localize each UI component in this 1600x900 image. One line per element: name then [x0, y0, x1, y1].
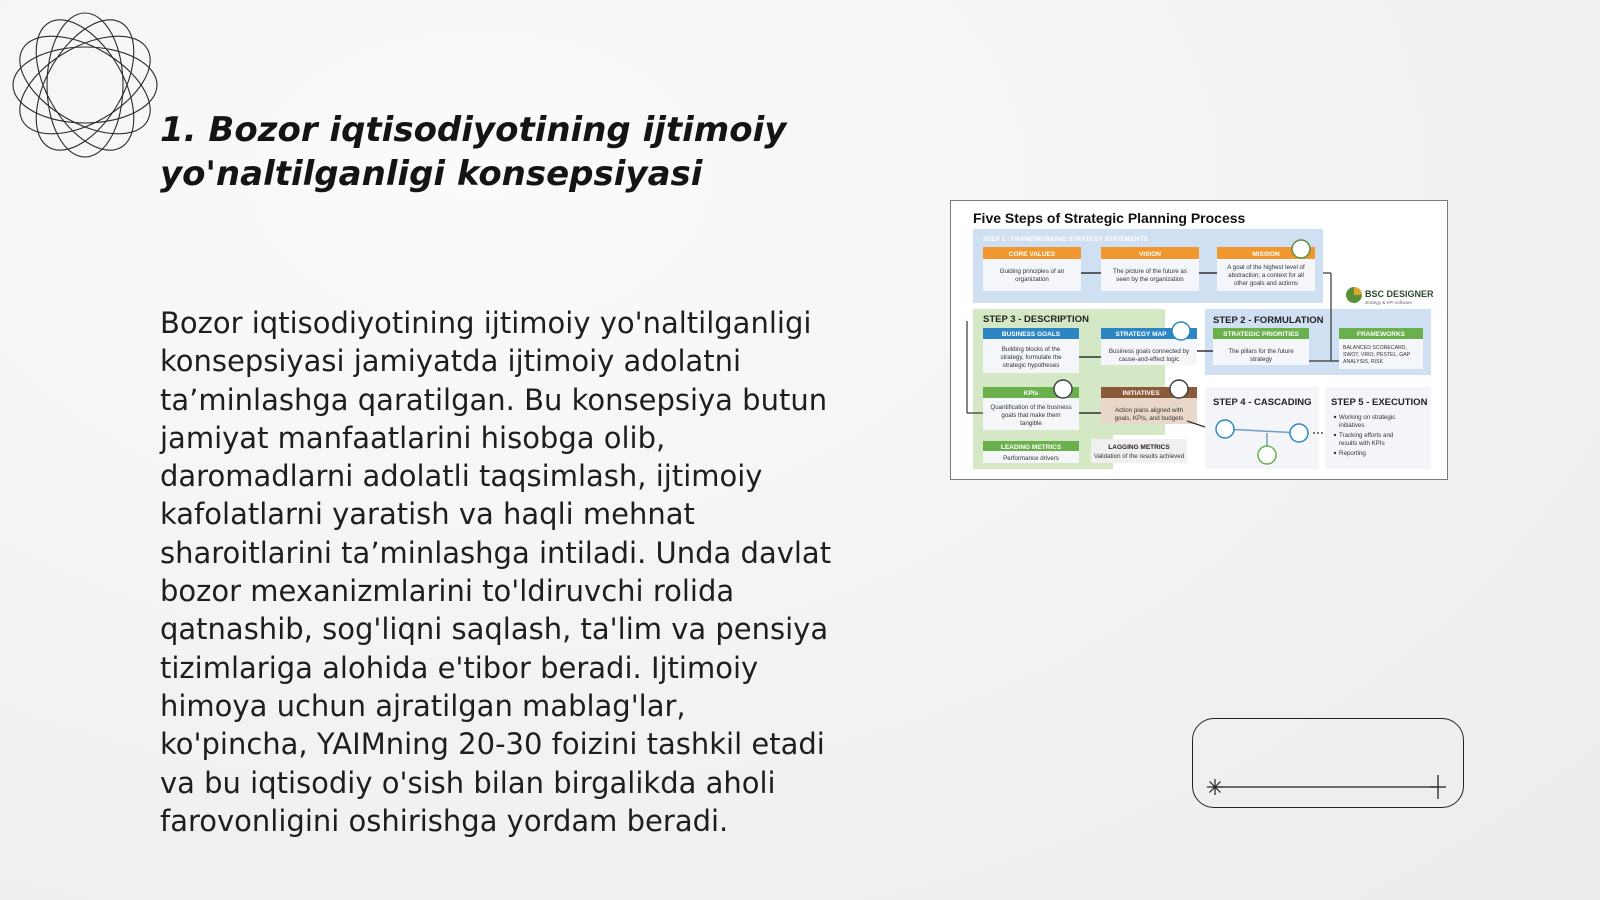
box-text: strategic hypotheses — [1002, 362, 1060, 369]
box-label: LAGGING METRICS — [1108, 444, 1170, 451]
box-text: cause-and-effect logic — [1118, 356, 1180, 363]
box-text: seen by the organization — [1116, 276, 1184, 283]
box-text: ANALYSIS, RISK — [1343, 359, 1383, 365]
step3-box-leading-metrics — [983, 441, 1079, 463]
svg-text:strategy & KPI software: strategy & KPI software — [1365, 300, 1413, 305]
box-text: Guiding principles of an — [999, 268, 1065, 275]
box-label: LEADING METRICS — [1000, 444, 1062, 451]
step3-box-lagging-metrics — [1091, 439, 1187, 463]
box-text: SWOT, VRIO, PESTEL, GAP — [1343, 352, 1411, 358]
strategic-planning-infographic — [950, 200, 1448, 480]
box-text: abstraction; a context for all — [1228, 272, 1304, 279]
box-text: organization — [1015, 276, 1049, 283]
list-item: results with KPIs — [1339, 440, 1385, 447]
step3-box-business-goals — [983, 328, 1079, 373]
box-label: STRATEGIC PRIORITIES — [1223, 331, 1299, 338]
step3-heading: STEP 3 - DESCRIPTION — [983, 314, 1089, 325]
wireframe-sphere-icon — [10, 10, 160, 160]
sparkle-line-icon — [1193, 719, 1465, 809]
list-item: initiatives — [1339, 422, 1365, 429]
step2-box-strategic-priorities — [1213, 328, 1309, 365]
step1-box-core-values — [983, 247, 1081, 291]
decorative-pill-frame — [1192, 718, 1464, 808]
box-text: A goal of the highest level of — [1227, 264, 1305, 271]
box-text: strategy, formulate the — [1000, 354, 1062, 361]
step2-box-frameworks — [1339, 328, 1423, 369]
box-text: Building blocks of the — [1001, 346, 1061, 353]
strategy-map-icon — [1172, 322, 1190, 340]
box-label: INITIATIVES — [1122, 390, 1160, 397]
box-label: KPIs — [1023, 390, 1039, 397]
logo-text: BSC DESIGNER — [1365, 289, 1434, 299]
step4-heading: STEP 4 - CASCADING — [1213, 397, 1312, 408]
clipboard-icon — [1170, 380, 1188, 398]
step2-heading: STEP 2 - FORMULATION — [1213, 315, 1324, 326]
box-label: BUSINESS GOALS — [1001, 331, 1061, 338]
box-text: goals, KPIs, and budgets — [1114, 415, 1184, 422]
slide-title: 1. Bozor iqtisodiyotining ijtimoiy yo'naltilganligi konsepsiyasi — [160, 110, 787, 194]
list-item: Working on strategic — [1339, 414, 1396, 421]
box-text: Business goals connected by — [1108, 348, 1190, 355]
box-text: Quantification of the business — [990, 404, 1072, 411]
box-text: goals that make them — [1001, 412, 1061, 419]
box-text: strategy — [1249, 356, 1273, 363]
step1-box-vision — [1101, 247, 1199, 291]
box-text: Performance drivers — [1003, 455, 1059, 462]
box-label: FRAMEWORKS — [1356, 331, 1406, 338]
box-text: Action plans aligned with — [1114, 407, 1184, 414]
step1-heading: STEP 1 - FRAMEWORKING STRATEGY STATEMENTS — [983, 236, 1148, 243]
box-text: The pillars for the future — [1228, 348, 1294, 355]
box-label: STRATEGY MAP — [1115, 331, 1167, 338]
gauge-icon — [1054, 380, 1072, 398]
list-item: Reporting — [1339, 450, 1366, 457]
box-text: tangible — [1020, 420, 1042, 427]
bsc-designer-logo — [1346, 287, 1434, 305]
slide-body-text: Bozor iqtisodiyotining ijtimoiy yo'naltilganligi konsepsiyasi jamiyatda ijtimoiy adolatni ta’minlashga qaratilgan. Bu konsepsiya butun jamiyat manfaatlarini hisobga olib, daromadlarni adolatli taqsimlash, ijtimoiy kafolatlarni yaratish va haqli mehnat sharoitlarini ta’minlashga intiladi. Unda davlat bozor mexanizmlarini to'ldiruvchi rolida qatnashib, sog'liqni saqlash, ta'lim va pensiya tizimlariga alohida e'tibor beradi. Ijtimoiy himoya uchun ajratilgan mablag'lar, ko'pincha, YAIMning 20-30 foizini tashkil etadi va bu iqtisodiy o'sish bilan birgalikda aholi farovonligini oshirishga yordam beradi. — [160, 306, 832, 838]
mission-badge-icon — [1292, 240, 1310, 258]
box-text: other goals and actions — [1234, 280, 1298, 287]
list-item: Tracking efforts and — [1339, 432, 1394, 439]
box-label: MISSION — [1252, 251, 1280, 258]
box-text: The picture of the future as — [1113, 268, 1187, 275]
infographic-title: Five Steps of Strategic Planning Process — [973, 210, 1246, 226]
step5-heading: STEP 5 - EXECUTION — [1331, 397, 1428, 408]
box-text: Validation of the results achieved — [1093, 453, 1185, 460]
box-text: BALANCED SCORECARD, — [1343, 345, 1407, 351]
box-label: VISION — [1138, 251, 1162, 258]
box-label: CORE VALUES — [1008, 251, 1056, 258]
